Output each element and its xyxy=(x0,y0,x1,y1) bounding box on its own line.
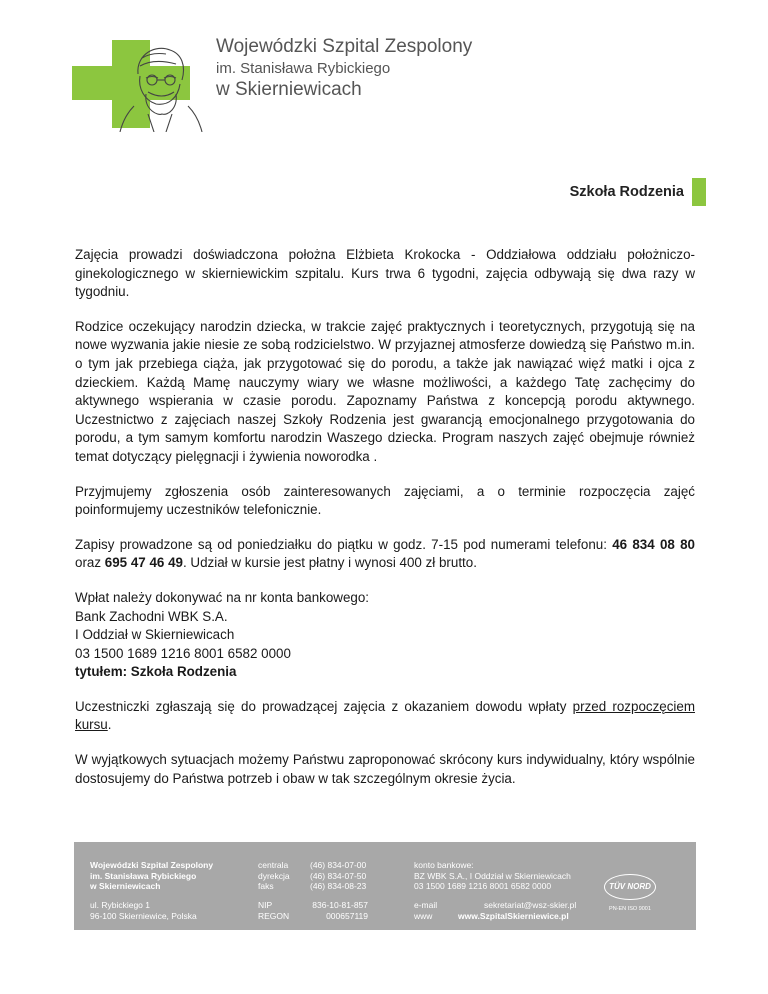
payment-title: tytułem: Szkoła Rodzenia xyxy=(75,664,237,680)
payment-proof-end: . xyxy=(107,717,112,733)
footer-bank xyxy=(414,860,571,892)
value-faks: (46) 834-08-23 xyxy=(310,881,367,891)
label-regon: REGON xyxy=(258,910,290,921)
label-email: e-mail xyxy=(414,900,438,910)
section-heading xyxy=(570,178,706,206)
footer-bank-label: konto bankowe: xyxy=(414,860,474,870)
paragraph-individual-course: W wyjątkowych sytuacjach możemy Państwu zaproponować skrócony kurs indywidualny, który wspólnie dostosujemy do Państwa potrzeb i obaw w tak szczególnym okresie życia. xyxy=(75,752,695,786)
bank-branch: I Oddział w Skierniewicach xyxy=(75,627,235,643)
paragraph-registration: Przyjmujemy zgłoszenia osób zainteresowanych zajęciami, a o terminie rozpoczęcia zajęć poinformujemy uczestników telefonicznie. xyxy=(75,483,695,518)
footer-contact xyxy=(414,900,576,921)
document-body xyxy=(75,246,695,804)
footer-bank-number: 03 1500 1689 1216 8001 6582 0000 xyxy=(414,881,552,891)
value-centrala: (46) 834-07-00 xyxy=(310,860,367,870)
paragraph-program: Rodzice oczekujący narodzin dziecka, w trakcie zajęć praktycznych i teoretycznych, przygotują się na nowe wyzwania jakie niesie ze sobą rodzicielstwo. W przyjaznej atmosferze dowiedzą się Państwo m.in. o tym jak przebiega ciąża, jak przygotować się do porodu, a także jak nawiązać więź matki i ojca z dzieckiem. Każdą Mamę nauczymy wiary we własne możliwości, a każdego Tatę zachęcimy do aktywnego wspierania w czasie porodu. Zapoznamy Państwa z koncepcją porodu aktywnego. Uczestnictwo z zajęciach naszej Szkoły Rodzenia jest gwarancją emocjonalnego przygotowania do porodu, a tym samym komfortu narodzin Waszego dziecka. Program naszych zajęć obejmuje również temat dotyczący pielęgnacji i żywienia noworodka . xyxy=(75,318,695,464)
footer-id-labels xyxy=(258,900,289,921)
footer-name-line3: w Skierniewicach xyxy=(90,881,161,891)
footer-hospital-name xyxy=(90,860,213,892)
email-link[interactable]: sekretariat@wsz-skier.pl xyxy=(484,900,577,910)
footer-name-line1: Wojewódzki Szpital Zespolony xyxy=(90,860,214,870)
paragraph-payment-proof xyxy=(75,698,695,735)
tuv-certification-badge xyxy=(600,874,660,924)
footer-address xyxy=(90,900,197,921)
label-dyrekcja: dyrekcja xyxy=(258,870,290,881)
portrait-sketch-icon xyxy=(108,36,208,132)
hospital-name-line2: im. Stanisława Rybickiego xyxy=(216,59,391,77)
enrollment-connector: oraz xyxy=(75,555,105,571)
hospital-name-line3: w Skierniewicach xyxy=(216,79,362,101)
letterhead xyxy=(0,0,768,140)
footer-phone-labels xyxy=(258,860,290,892)
label-www: www xyxy=(414,910,433,921)
bank-intro: Wpłat należy dokonywać na nr konta bankowego: xyxy=(75,589,370,605)
enrollment-price: . Udział w kursie jest płatny i wynosi 400 zł brutto. xyxy=(182,555,477,571)
enrollment-text: Zapisy prowadzone są od poniedziałku do piątku w godz. 7-15 pod numerami telefonu: xyxy=(75,536,613,552)
phone-number-1: 46 834 08 80 xyxy=(612,536,695,552)
tuv-logo: TÜV NORD xyxy=(604,874,656,900)
phone-number-2: 695 47 46 49 xyxy=(104,555,183,571)
label-nip: NIP xyxy=(258,900,273,910)
hospital-name xyxy=(216,36,472,101)
paragraph-intro: Zajęcia prowadzi doświadczona położna Elżbieta Krokocka - Oddziałowa oddziału położniczo-ginekologicznego w skierniewickim szpitalu. Kurs trwa 6 tygodni, zajęcia odbywają się dwa razy w tygodniu. xyxy=(75,247,695,300)
iso-label: PN-EN ISO 9001 xyxy=(609,906,651,912)
value-dyrekcja: (46) 834-07-50 xyxy=(310,870,367,881)
footer-bar xyxy=(74,842,696,930)
bank-account-block xyxy=(75,589,695,682)
label-faks: faks xyxy=(258,881,274,891)
value-regon: 000657119 xyxy=(326,910,368,921)
value-nip: 836-10-81-857 xyxy=(312,900,368,910)
footer-bank-name: BZ WBK S.A., I Oddział w Skierniewicach xyxy=(414,870,571,881)
footer-address-line1: ul. Rybickiego 1 xyxy=(90,900,151,910)
website-link[interactable]: www.SzpitalSkierniewice.pl xyxy=(458,910,569,921)
bank-account-number: 03 1500 1689 1216 8001 6582 0000 xyxy=(75,645,291,661)
label-centrala: centrala xyxy=(258,860,289,870)
footer-phone-values xyxy=(310,860,366,892)
payment-proof-underline: przed rozpoczęciem kursu xyxy=(75,698,695,733)
footer-id-values xyxy=(310,900,368,921)
hospital-name-line1: Wojewódzki Szpital Zespolony xyxy=(216,36,473,57)
bank-name: Bank Zachodni WBK S.A. xyxy=(75,608,228,624)
payment-proof-text: Uczestniczki zgłaszają się do prowadzącej zajęcia z okazaniem dowodu wpłaty xyxy=(75,698,573,714)
footer-address-line2: 96-100 Skierniewice, Polska xyxy=(90,910,197,921)
section-accent-bar xyxy=(692,178,706,206)
section-title: Szkoła Rodzenia xyxy=(569,184,684,200)
paragraph-enrollment xyxy=(75,536,695,573)
footer-name-line2: im. Stanisława Rybickiego xyxy=(90,870,197,881)
